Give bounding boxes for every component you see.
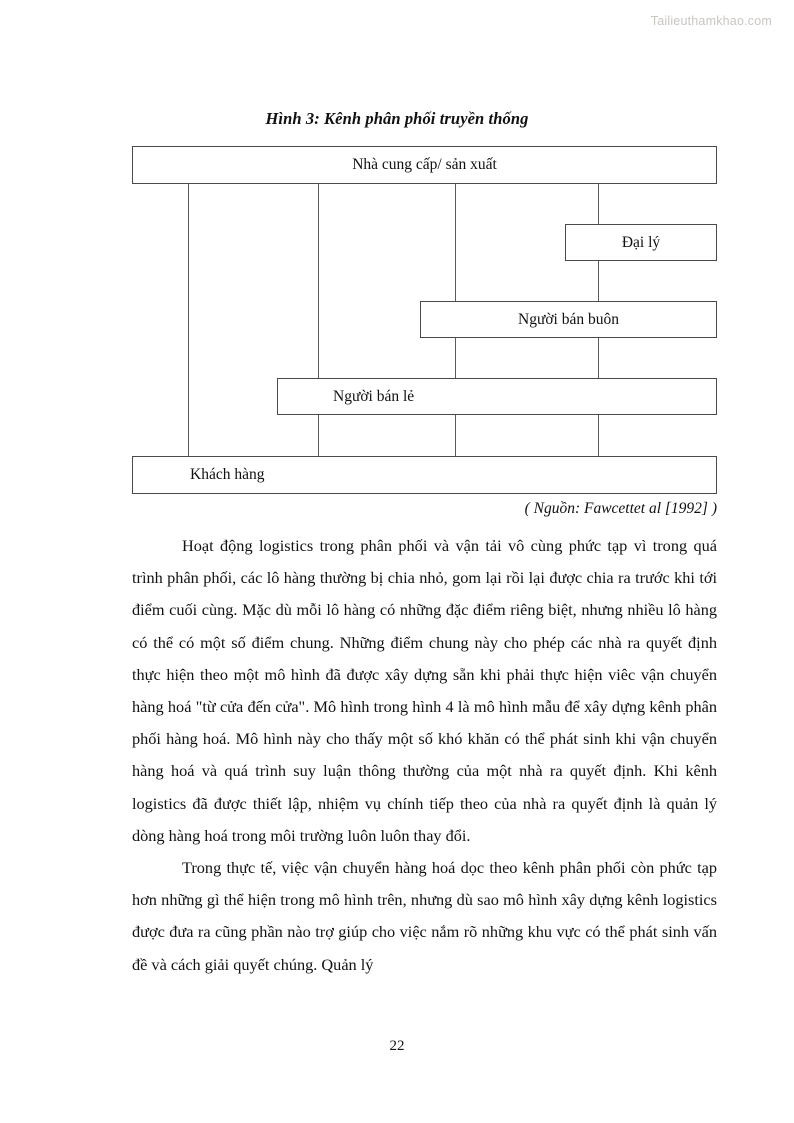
node-retailer[interactable] bbox=[277, 378, 717, 415]
watermark-text: Tailieuthamkhao.com bbox=[650, 14, 772, 28]
connector-supplier-to-retailer bbox=[318, 183, 319, 458]
node-label-customer: Khách hàng bbox=[190, 466, 265, 484]
body-text bbox=[132, 530, 717, 981]
node-agent[interactable] bbox=[565, 224, 717, 261]
node-label-wholesaler: Người bán buôn bbox=[518, 310, 619, 328]
figure-source-caption: ( Nguồn: Fawcettet al [1992] ) bbox=[524, 500, 717, 517]
node-wholesaler[interactable] bbox=[420, 301, 717, 338]
node-label-retailer: Người bán lẻ bbox=[333, 387, 415, 405]
paragraph-1: Hoạt động logistics trong phân phối và vận tải vô cùng phức tạp vì trong quá trình phân phối, các lô hàng thường bị chia nhỏ, gom lại rồi lại được chia ra trước khi tới điểm cuối cùng. Mặc dù mỗi lô hàng có những đặc điểm riêng biệt, nhưng nhiều lô hàng có thể có một số điểm chung. Những điểm chung này cho phép các nhà ra quyết định thực hiện theo một mô hình đã được xây dựng sẵn khi phải thực hiện viêc vận chuyển hàng hoá "từ cửa đến cửa". Mô hình trong hình 4 là mô hình mẫu để xây dựng kênh phân phối hàng hoá. Mô hình này cho thấy một số khó khăn có thể phát sinh khi vận chuyển hàng hoá và quá trình suy luận thông thường của một nhà ra quyết định. Khi kênh logistics đã được thiết lập, nhiệm vụ chính tiếp theo của nhà ra quyết định là quản lý dòng hàng hoá trong môi trường luôn luôn thay đổi. bbox=[132, 536, 717, 845]
figure-title: Hình 3: Kênh phân phối truyền thống bbox=[265, 109, 529, 128]
connector-supplier-to-customer bbox=[188, 183, 189, 458]
paragraph-2: Trong thực tế, việc vận chuyển hàng hoá dọc theo kênh phân phối còn phức tạp hơn những gì thể hiện trong mô hình trên, nhưng dù sao mô hình xây dựng kênh logistics được đưa ra cũng phần nào trợ giúp cho việc nắm rõ những khu vực có thể phát sinh vấn đề và cách giải quyết chúng. Quản lý bbox=[132, 858, 717, 974]
node-label-agent: Đại lý bbox=[621, 233, 661, 251]
node-customer[interactable] bbox=[132, 456, 717, 494]
page-number: 22 bbox=[389, 1038, 405, 1054]
node-supplier-manufacturer[interactable] bbox=[132, 146, 717, 184]
distribution-channel-diagram bbox=[0, 0, 794, 500]
node-label-supplier-manufacturer: Nhà cung cấp/ sản xuất bbox=[352, 156, 497, 174]
